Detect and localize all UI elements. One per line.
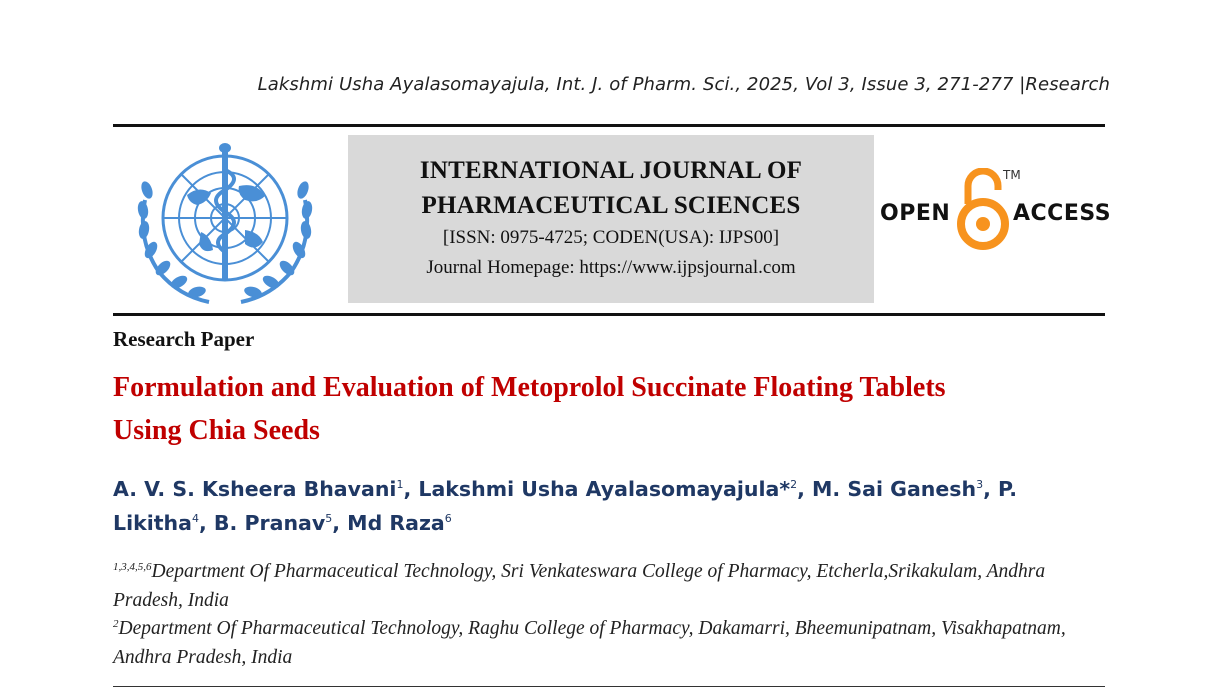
paper-title-line1: Formulation and Evaluation of Metoprolol Succinate Floating Tablets: [113, 372, 946, 403]
affiliation-1: [113, 557, 1113, 615]
affiliation-text: Department Of Pharmaceutical Technology, Raghu College of Pharmacy, Dakamarri, Bheemunipatnam, Visakhapatnam, Andhra Pradesh, India: [113, 618, 1066, 668]
paper-title-line2: Using Chia Seeds: [113, 415, 320, 446]
author-affil-sup: 1: [396, 478, 404, 491]
affiliation-sup: 2: [113, 618, 119, 630]
author-separator: ,: [332, 511, 348, 535]
author-affil-sup: 2: [790, 478, 798, 491]
author-name: Lakshmi Usha Ayalasomayajula*: [418, 477, 791, 501]
journal-name-line2: PHARMACEUTICAL SCIENCES: [421, 192, 801, 219]
author-separator: ,: [198, 511, 214, 535]
author-separator: ,: [797, 477, 813, 501]
affiliation-sup: 1,3,4,5,6: [113, 561, 152, 573]
author-separator: ,: [983, 477, 999, 501]
open-lock-icon: [956, 168, 1010, 250]
author-affil-sup: 6: [444, 512, 452, 525]
author-name: B. Pranav: [213, 511, 326, 535]
journal-homepage: Journal Homepage: https://www.ijpsjournal.com: [426, 257, 796, 278]
article-type: Research Paper: [113, 327, 255, 351]
affiliation-2: [113, 614, 1113, 672]
author-name: A. V. S. Ksheera Bhavani: [113, 477, 397, 501]
running-head: Lakshmi Usha Ayalasomayajula, Int. J. of Pharm. Sci., 2025, Vol 3, Issue 3, 271-277 |Research: [257, 74, 1110, 95]
journal-masthead: [348, 135, 874, 303]
header-bottom-rule: [113, 313, 1105, 316]
author-list: [113, 472, 1113, 540]
header-top-rule: [113, 124, 1105, 127]
who-emblem-logo: [127, 140, 323, 306]
author-separator: ,: [403, 477, 419, 501]
footer-rule: [113, 686, 1105, 687]
open-access-open-text: OPEN: [880, 201, 951, 226]
journal-name: [348, 153, 874, 223]
journal-name-line1: INTERNATIONAL JOURNAL OF: [419, 157, 803, 184]
author-affil-sup: 4: [191, 512, 199, 525]
author-name: Md Raza: [347, 511, 445, 535]
open-access-tm: TM: [1003, 168, 1021, 182]
author-affil-sup: 5: [325, 512, 333, 525]
author-affil-sup: 3: [976, 478, 984, 491]
open-access-logo: [880, 168, 1110, 252]
affiliation-text: Department Of Pharmaceutical Technology, Sri Venkateswara College of Pharmacy, Etcherla,Srikakulam, Andhra Pradesh, India: [113, 561, 1046, 611]
open-access-access-text: ACCESS: [1013, 201, 1112, 226]
author-name: P. Likitha: [113, 477, 1018, 535]
paper-title: [113, 366, 1113, 452]
author-name: M. Sai Ganesh: [812, 477, 977, 501]
journal-issn: [ISSN: 0975-4725; CODEN(USA): IJPS00]: [442, 227, 780, 248]
